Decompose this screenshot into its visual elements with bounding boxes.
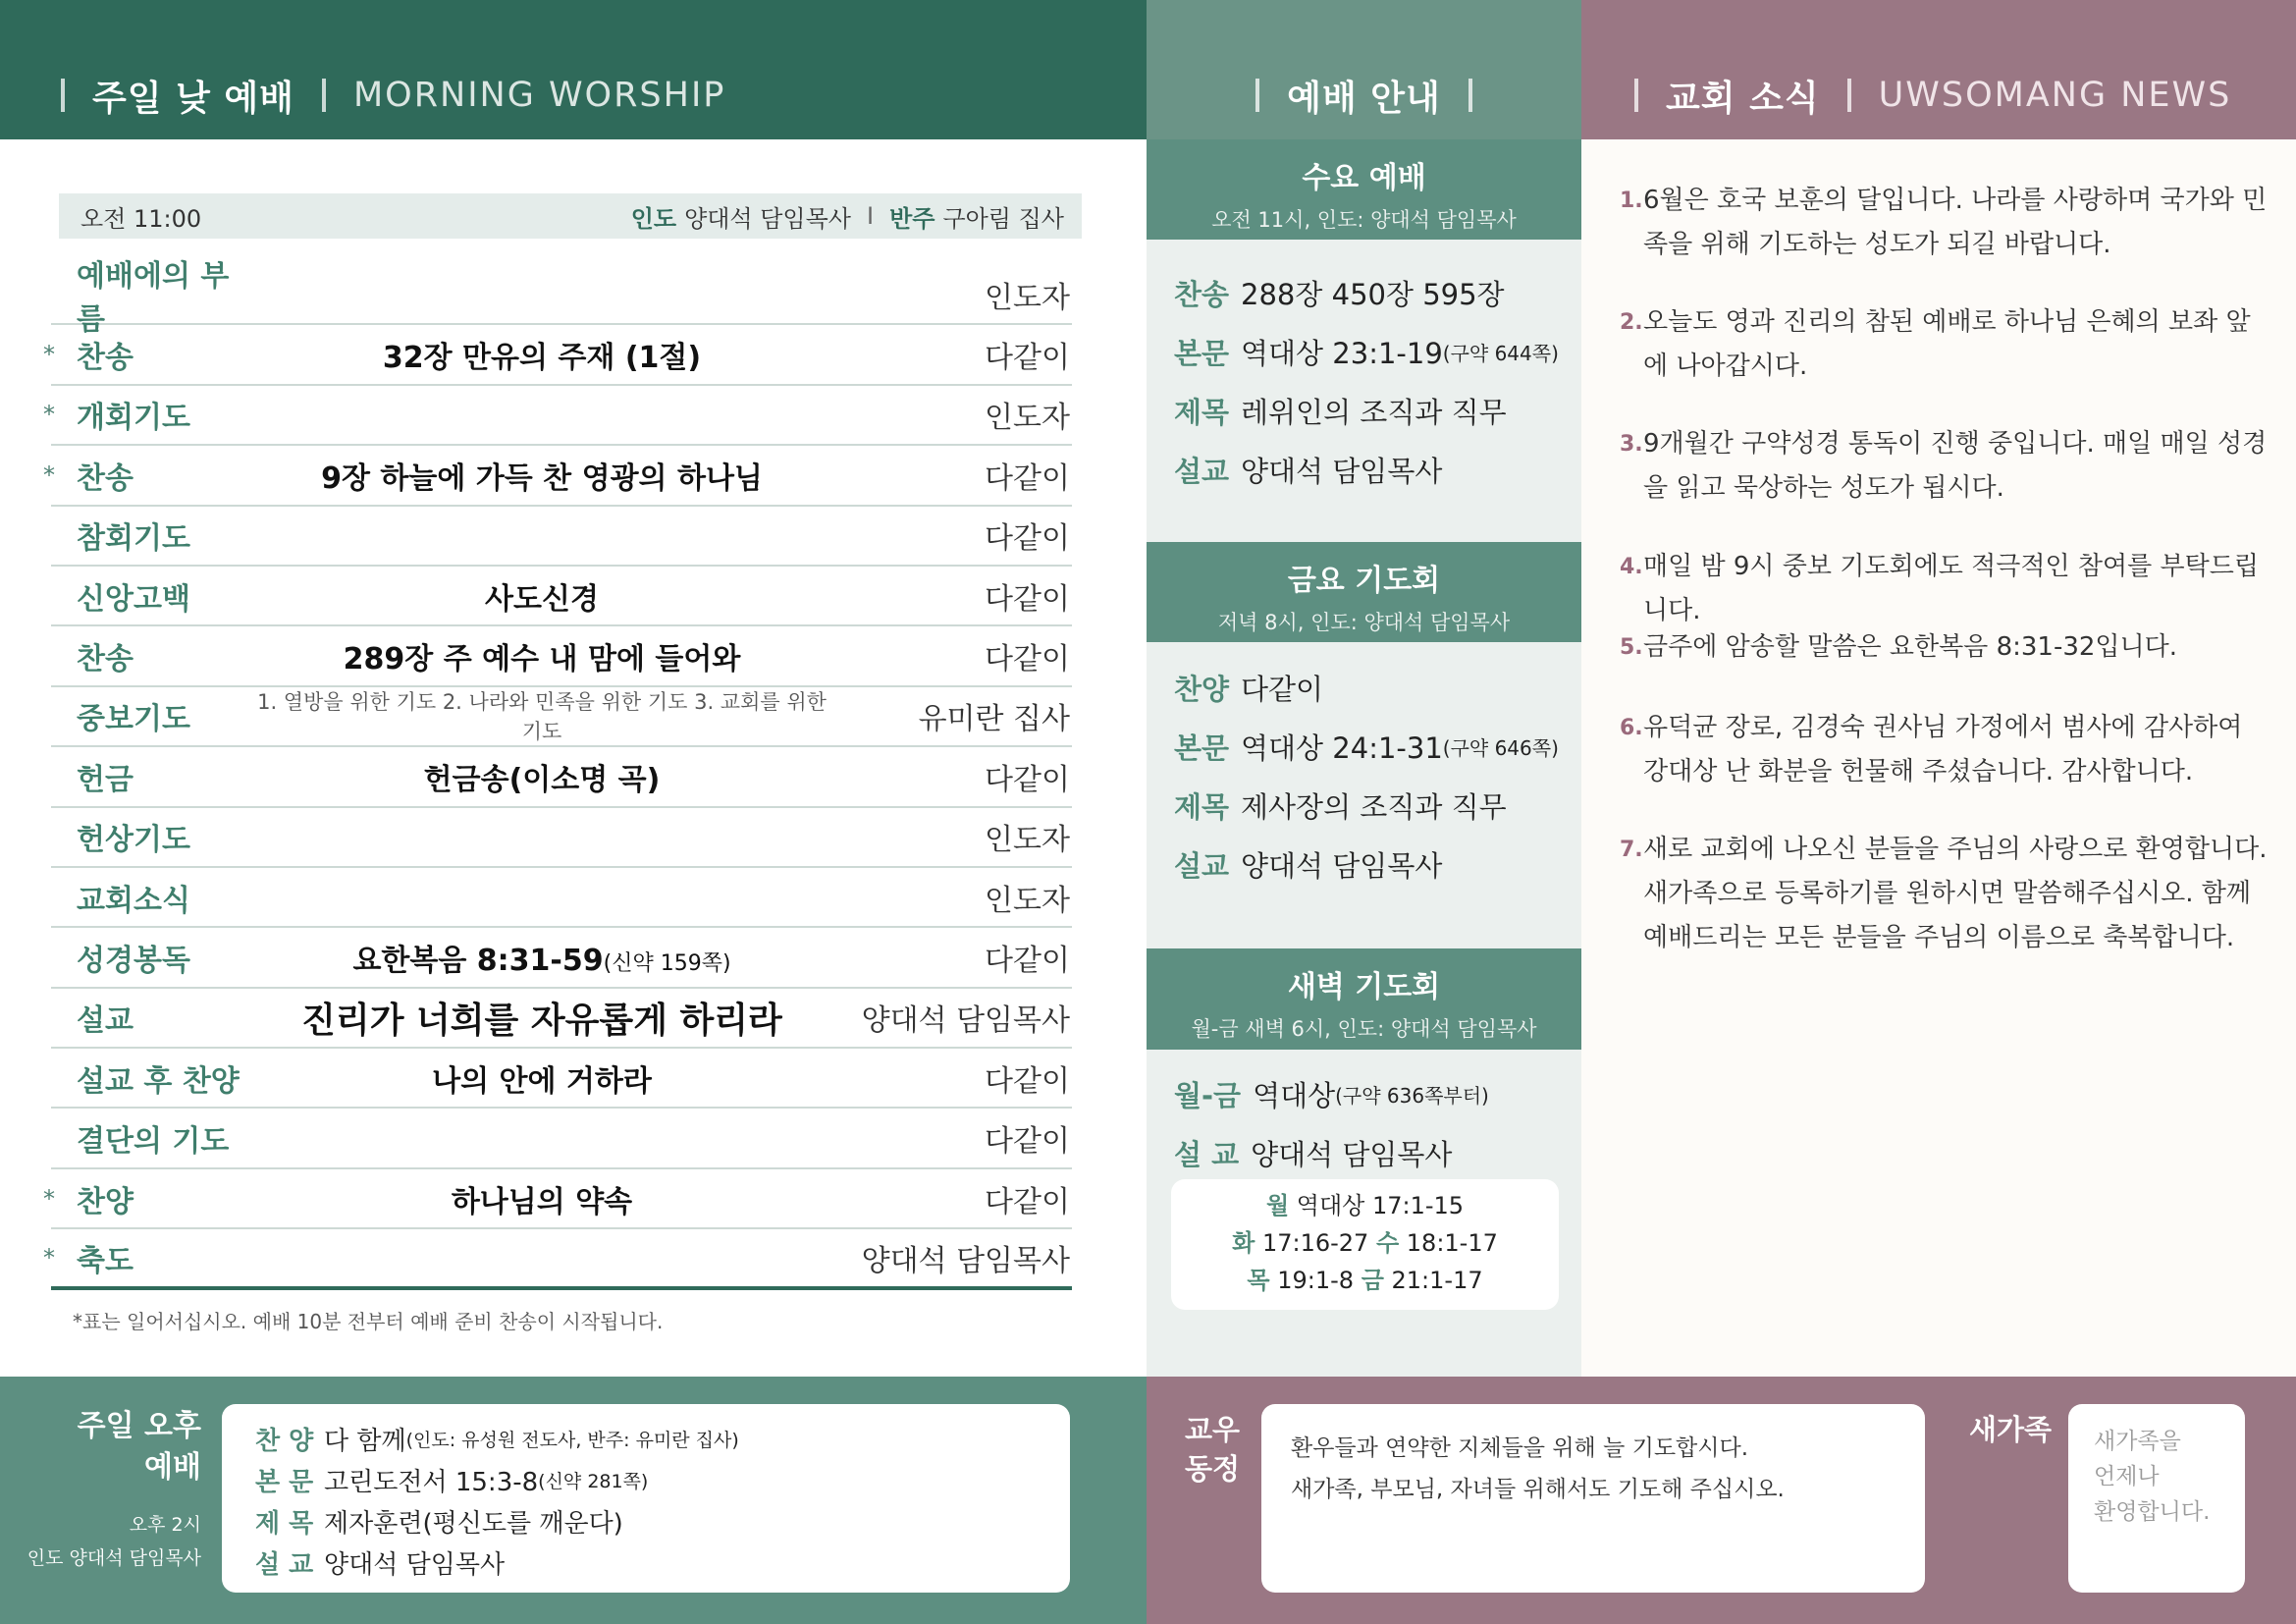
afternoon-detail-line — [255, 1542, 1070, 1583]
detail-label: 월-금 — [1174, 1078, 1242, 1112]
prayer-requests-box — [1261, 1404, 1925, 1593]
worship-item-content: 289장 주 예수 내 맘에 들어와 — [343, 642, 741, 677]
service-time: 오전 11:00 — [80, 204, 202, 233]
worship-item-leader: 인도자 — [985, 883, 1070, 918]
news-number: 4. — [1620, 555, 1643, 579]
worship-row — [51, 1109, 1072, 1168]
worship-row — [51, 626, 1072, 686]
dawn-title: 새벽 기도회 — [1287, 970, 1441, 1004]
day-reading: 18:1-17 — [1406, 1229, 1498, 1257]
worship-row — [43, 1229, 1072, 1289]
worship-item-name: 설교 — [77, 1003, 133, 1039]
detail-note: (구약 644쪽) — [1442, 341, 1559, 365]
afternoon-time: 오후 2시 — [129, 1514, 201, 1536]
standing-footnote: *표는 일어서십시오. 예배 10분 전부터 예배 준비 찬송이 시작됩니다. — [73, 1310, 664, 1333]
worship-item-name: 찬양 — [77, 1184, 133, 1219]
worship-item-leader: 다같이 — [985, 1184, 1070, 1219]
detail-value: 다 함께 — [324, 1426, 406, 1456]
day-label: 월 — [1265, 1192, 1290, 1219]
service-detail-line — [1174, 658, 1559, 717]
day-label: 목 — [1247, 1267, 1270, 1294]
worship-item-content: 9장 하늘에 가득 찬 영광의 하나님 — [321, 460, 763, 496]
worship-item-name: 헌상기도 — [77, 823, 190, 858]
detail-label: 제목 — [1174, 789, 1230, 824]
detail-label: 설교 — [1174, 454, 1230, 488]
worship-row — [51, 989, 1072, 1049]
detail-value: 양대석 담임목사 — [324, 1549, 506, 1580]
detail-value: 다같이 — [1241, 672, 1324, 706]
news-item — [1620, 545, 2268, 633]
service-detail-line — [1174, 835, 1559, 893]
detail-label: 찬송 — [1174, 277, 1230, 311]
worship-item-leader: 다같이 — [985, 460, 1070, 496]
header-bar — [1634, 79, 1638, 112]
detail-value: 제자훈련(평신도를 깨운다) — [324, 1508, 623, 1539]
service-detail-line — [1174, 1064, 1489, 1123]
wednesday-subtitle: 오전 11시, 인도: 양대석 담임목사 — [1211, 208, 1517, 232]
service-detail-line — [1174, 322, 1559, 381]
news-item — [1620, 828, 2268, 960]
day-reading: 역대상 17:1-15 — [1296, 1192, 1465, 1219]
worship-row — [51, 1049, 1072, 1109]
worship-row — [51, 808, 1072, 868]
detail-value: 역대상 24:1-31 — [1241, 731, 1443, 765]
friday-prayer-header — [1147, 542, 1581, 642]
service-detail-line — [1174, 381, 1559, 440]
worship-item-name: 헌금 — [77, 762, 133, 797]
header-bar — [61, 79, 65, 112]
worship-item-leader: 다같이 — [985, 1063, 1070, 1099]
day-reading: 21:1-17 — [1391, 1267, 1483, 1294]
afternoon-worship-title — [39, 1406, 201, 1489]
morning-worship-subtitle: MORNING WORSHIP — [352, 76, 726, 115]
worship-item-leader: 다같이 — [985, 581, 1070, 617]
afternoon-worship-details — [222, 1404, 1070, 1593]
service-detail-line — [1174, 1123, 1489, 1182]
news-item — [1620, 179, 2268, 267]
news-text: 6월은 호국 보훈의 달입니다. 나라를 사랑하며 국가와 민족을 위해 기도하는 성도가 되길 바랍니다. — [1643, 186, 2268, 259]
afternoon-worship-meta — [20, 1508, 201, 1575]
detail-label: 제 목 — [255, 1508, 314, 1539]
day-reading: 19:1-8 — [1277, 1267, 1355, 1294]
standing-mark: * — [43, 1184, 55, 1213]
news-text: 유덕균 장로, 김경숙 권사님 가정에서 범사에 감사하여 강대상 난 화분을 헌물해 주셨습니다. 감사합니다. — [1643, 713, 2243, 786]
news-number: 2. — [1620, 310, 1643, 335]
day-label: 수 — [1375, 1229, 1400, 1257]
friday-title: 금요 기도회 — [1287, 564, 1441, 598]
worship-item-leader: 다같이 — [985, 521, 1070, 557]
separator: I — [866, 202, 875, 230]
prayer-label-line: 교우 — [1184, 1413, 1241, 1446]
scripture-page: (신약 159쪽) — [603, 950, 731, 976]
detail-label: 설 교 — [255, 1549, 314, 1580]
accompanist-name: 구아림 집사 — [942, 204, 1064, 233]
detail-label: 찬 양 — [255, 1426, 314, 1456]
worship-item-content: 나의 안에 거하라 — [432, 1063, 652, 1099]
worship-row — [51, 258, 1072, 337]
detail-label: 찬양 — [1174, 672, 1230, 706]
worship-item-leader: 유미란 집사 — [918, 702, 1070, 737]
service-detail-line — [1174, 717, 1559, 776]
news-number: 6. — [1620, 716, 1643, 740]
worship-row — [51, 507, 1072, 567]
newcomer-label: 새가족 — [1968, 1413, 2053, 1446]
worship-row — [51, 747, 1072, 807]
detail-note: (인도: 유성원 전도사, 반주: 유미란 집사) — [405, 1429, 739, 1451]
detail-value: 역대상 — [1253, 1078, 1336, 1112]
standing-mark: * — [43, 460, 55, 489]
news-item — [1620, 625, 2268, 670]
worship-row — [43, 325, 1072, 385]
worship-row — [43, 446, 1072, 506]
daily-reading-row — [1171, 1224, 1559, 1262]
lead-name: 양대석 담임목사 — [684, 204, 851, 233]
wednesday-details — [1174, 263, 1559, 499]
service-guide-title: 예배 안내 — [1287, 78, 1441, 119]
worship-row — [51, 567, 1072, 626]
day-label: 화 — [1232, 1229, 1255, 1257]
worship-row — [51, 687, 1072, 747]
news-text: 9개월간 구약성경 통독이 진행 중입니다. 매일 매일 성경을 읽고 묵상하는 성도가 됩시다. — [1643, 429, 2268, 503]
wednesday-title: 수요 예배 — [1302, 161, 1426, 195]
daily-reading-box — [1171, 1179, 1559, 1310]
standing-mark: * — [43, 1243, 55, 1272]
detail-label: 설 교 — [1174, 1137, 1240, 1171]
service-detail-line — [1174, 440, 1559, 499]
dawn-subtitle: 월-금 새벽 6시, 인도: 양대석 담임목사 — [1191, 1017, 1537, 1041]
worship-item-content: 32장 만유의 주재 (1절) — [382, 341, 702, 376]
afternoon-lead: 인도 양대석 담임목사 — [27, 1547, 201, 1569]
detail-label: 설교 — [1174, 848, 1230, 883]
worship-item-leader: 인도자 — [985, 280, 1070, 315]
news-item — [1620, 300, 2268, 389]
worship-item-name: 찬송 — [77, 460, 133, 496]
header-bar — [1255, 79, 1259, 112]
afternoon-detail-line — [255, 1500, 1070, 1542]
daily-reading-row — [1171, 1187, 1559, 1224]
news-item — [1620, 706, 2268, 794]
news-number: 1. — [1620, 189, 1643, 213]
detail-value: 고린도전서 15:3-8 — [324, 1467, 539, 1497]
worship-item-leader: 다같이 — [985, 1124, 1070, 1160]
news-text: 매일 밤 9시 중보 기도회에도 적극적인 참여를 부탁드립니다. — [1643, 552, 2259, 625]
worship-item-content: 1. 열방을 위한 기도 2. 나라와 민족을 위한 기도 3. 교회를 위한 기도 — [257, 690, 827, 744]
detail-label: 본 문 — [255, 1467, 314, 1497]
dawn-details — [1174, 1064, 1489, 1182]
newcomer-box — [2068, 1404, 2245, 1593]
worship-item-content: 진리가 너희를 자유롭게 하리라 — [301, 1000, 782, 1041]
worship-item-name: 결단의 기도 — [77, 1124, 230, 1160]
worship-item-name: 예배에의 부름 — [77, 258, 230, 337]
worship-item-leader: 다같이 — [985, 341, 1070, 376]
worship-row — [51, 868, 1072, 928]
news-text: 금주에 암송할 말씀은 요한복음 8:31-32입니다. — [1643, 632, 2178, 662]
prayer-line: 환우들과 연약한 지체들을 위해 늘 기도합시다. — [1291, 1435, 1749, 1461]
worship-item-name: 찬송 — [77, 341, 133, 376]
friday-subtitle: 저녁 8시, 인도: 양대석 담임목사 — [1217, 611, 1511, 634]
detail-value: 양대석 담임목사 — [1241, 848, 1443, 883]
detail-label: 제목 — [1174, 395, 1230, 429]
standing-mark: * — [43, 341, 55, 369]
service-detail-line — [1174, 776, 1559, 835]
header-bar — [1468, 79, 1472, 112]
news-number: 5. — [1620, 635, 1643, 660]
lead-label: 인도 — [630, 204, 677, 233]
church-news-title: 교회 소식 — [1666, 78, 1820, 119]
worship-item-name: 찬송 — [77, 642, 133, 677]
service-info-strip — [59, 193, 1082, 239]
newcomer-line: 새가족을 — [2094, 1429, 2181, 1454]
worship-item-leader: 다같이 — [985, 762, 1070, 797]
church-news-subtitle: UWSOMANG NEWS — [1878, 76, 2232, 115]
detail-value: 역대상 23:1-19 — [1241, 336, 1443, 370]
service-guide-header — [1147, 0, 1581, 139]
prayer-line: 새가족, 부모님, 자녀들 위해서도 기도해 주십시오. — [1291, 1477, 1785, 1502]
worship-item-name: 축도 — [77, 1243, 133, 1278]
dawn-prayer-header — [1147, 948, 1581, 1050]
worship-item-content: 하나님의 약속 — [451, 1184, 633, 1219]
wednesday-service-header — [1147, 139, 1581, 240]
newcomer-line: 언제나 — [2094, 1464, 2160, 1489]
worship-row — [43, 1169, 1072, 1229]
detail-note: (신약 281쪽) — [538, 1470, 649, 1492]
worship-item-name: 설교 후 찬양 — [77, 1063, 240, 1099]
detail-label: 본문 — [1174, 336, 1230, 370]
order-of-worship — [43, 258, 1072, 1290]
detail-value: 288장 450장 595장 — [1241, 277, 1505, 311]
prayer-label — [1178, 1410, 1247, 1489]
detail-value: 양대석 담임목사 — [1251, 1137, 1453, 1171]
worship-item-leader: 다같이 — [985, 943, 1070, 978]
afternoon-detail-line — [255, 1418, 1070, 1459]
news-text: 새로 교회에 나오신 분들을 주님의 사랑으로 환영합니다. 새가족으로 등록하기를 원하시면 말씀해주십시오. 함께 예배드리는 모든 분들을 주님의 이름으로 축복합니다. — [1643, 835, 2268, 952]
daily-reading-row — [1171, 1262, 1559, 1299]
day-label: 금 — [1361, 1267, 1384, 1294]
detail-value: 제사장의 조직과 직무 — [1241, 789, 1507, 824]
detail-note: (구약 646쪽) — [1442, 735, 1559, 760]
accompanist-label: 반주 — [889, 204, 935, 233]
worship-item-name: 중보기도 — [77, 702, 190, 737]
morning-worship-header — [0, 0, 1147, 139]
worship-item-name: 개회기도 — [77, 401, 190, 436]
worship-item-content: 요한복음 8:31-59(신약 159쪽) — [352, 943, 731, 978]
standing-mark: * — [43, 401, 55, 429]
worship-item-name: 신앙고백 — [77, 581, 190, 617]
detail-label: 본문 — [1174, 731, 1230, 765]
detail-value: 양대석 담임목사 — [1241, 454, 1443, 488]
worship-item-leader: 양대석 담임목사 — [861, 1243, 1070, 1278]
header-bar — [322, 79, 326, 112]
prayer-label-line: 동정 — [1184, 1452, 1241, 1486]
header-bar — [1847, 79, 1851, 112]
worship-item-name: 참회기도 — [77, 521, 190, 557]
news-number: 7. — [1620, 838, 1643, 862]
detail-note: (구약 636쪽부터) — [1335, 1083, 1489, 1108]
worship-item-leader: 다같이 — [985, 642, 1070, 677]
afternoon-title-line: 주일 오후 — [77, 1409, 201, 1443]
afternoon-title-line: 예배 — [144, 1450, 201, 1485]
worship-item-leader: 인도자 — [985, 401, 1070, 436]
news-text: 오늘도 영과 진리의 참된 예배로 하나님 은혜의 보좌 앞에 나아갑시다. — [1643, 307, 2251, 381]
service-detail-line — [1174, 263, 1559, 322]
worship-item-content: 헌금송(이소명 곡) — [423, 762, 661, 797]
news-number: 3. — [1620, 432, 1643, 457]
church-news-header — [1581, 0, 2296, 139]
day-reading: 17:16-27 — [1261, 1229, 1369, 1257]
worship-item-name: 교회소식 — [77, 883, 190, 918]
friday-details — [1174, 658, 1559, 893]
worship-item-content: 사도신경 — [485, 581, 599, 617]
afternoon-detail-line — [255, 1459, 1070, 1500]
worship-item-name: 성경봉독 — [77, 943, 190, 978]
worship-item-leader: 양대석 담임목사 — [861, 1003, 1070, 1039]
worship-row — [43, 386, 1072, 446]
worship-row — [51, 928, 1072, 988]
newcomer-line: 환영합니다. — [2094, 1499, 2211, 1525]
detail-value: 레위인의 조직과 직무 — [1241, 395, 1507, 429]
morning-worship-title: 주일 낮 예배 — [92, 78, 294, 119]
worship-item-leader: 인도자 — [985, 823, 1070, 858]
news-item — [1620, 422, 2268, 511]
